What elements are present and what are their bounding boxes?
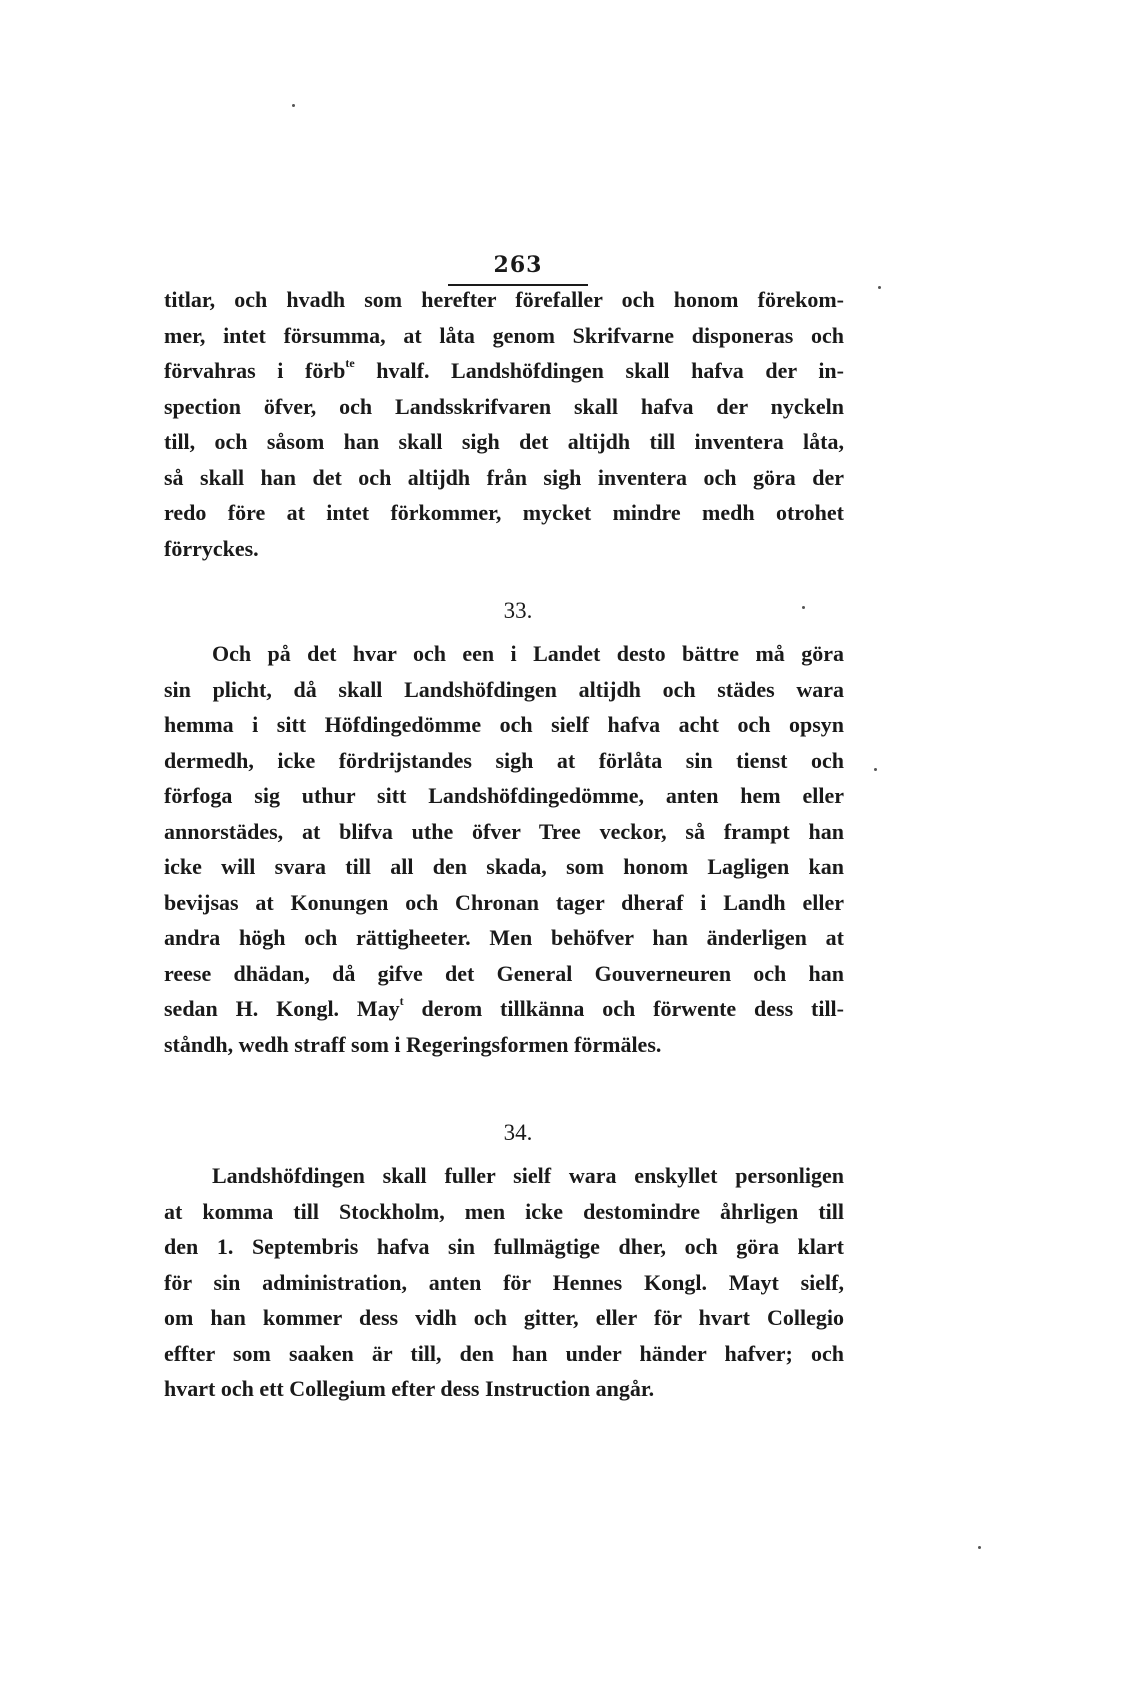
text-line: Landshöfdingen skall fuller sielf wara enskyllet personligen [212,1163,844,1188]
text-line: till, och såsom han skall sigh det altijdh till inventera låta, [164,429,844,454]
print-speck [874,768,877,771]
text-line: förryckes. [164,535,259,561]
text-line: redo före at intet förkommer, mycket mindre medh otrohet [164,500,844,525]
text-line: om han kommer dess vidh och gitter, eller för hvart Collegio [164,1305,844,1330]
section-number-33: 33. [503,598,533,623]
text-line: hvart och ett Collegium efter dess Instruction angår. [164,1376,655,1401]
text-line: den 1. Septembris hafva sin fullmägtige dher, och göra klart [164,1234,844,1259]
text-line: dermedh, icke fördrijstandes sigh at förlåta sin tienst och [164,747,844,773]
text-line: reese dhädan, då gifve det General Gouverneuren och han [164,960,844,986]
section-33-text [164,636,844,1062]
text-line: för sin administration, anten för Hennes Kongl. Mayt sielf, [164,1269,844,1295]
text-segment: derom tillkänna och förwente dess till- [403,996,844,1021]
text-line [164,991,844,1027]
text-line: icke will svara till all den skada, som honom Lagligen kan [164,854,844,879]
text-line: titlar, och hvadh som herefter förefaller och honom förekom- [164,287,844,312]
text-line: förfoga sig uthur sitt Landshöfdingedömme, anten hem eller [164,783,844,808]
text-line: andra högh och rättigheeter. Men behöfver han änderligen at [164,925,844,950]
print-speck [878,286,881,289]
text-line: Och på det hvar och een i Landet desto bättre må göra [212,641,844,666]
text-line: så skall han det och altijdh från sigh inventera och göra der [164,464,844,490]
text-line: bevijsas at Konungen och Chronan tager dheraf i Landh eller [164,889,844,915]
text-segment: sedan H. Kongl. May [164,996,400,1021]
section-number-34: 34. [503,1120,533,1145]
paragraph-continuation [164,282,844,566]
text-line: at komma till Stockholm, men icke destomindre åhrligen till [164,1198,844,1224]
text-line: sin plicht, då skall Landshöfdingen altijdh och städes wara [164,676,844,702]
page-number: 263 [448,252,588,286]
text-segment: hvalf. Landshöfdingen skall hafva der in- [354,358,844,383]
text-line [164,353,844,389]
print-speck [802,606,805,609]
text-line: annorstädes, at blifva uthe öfver Tree veckor, så frampt han [164,818,844,844]
text-line: hemma i sitt Höfdingedömme och sielf hafva acht och opsyn [164,712,844,737]
text-segment: förvahras i förb [164,358,346,383]
print-speck [292,104,295,107]
text-line: ståndh, wedh straff som i Regeringsformen förmäles. [164,1031,662,1057]
text-line: mer, intet försumma, at låta genom Skrifvarne disponeras och [164,322,844,348]
text-line: spection öfver, och Landsskrifvaren skall hafva der nyckeln [164,393,844,419]
print-speck [978,1546,981,1549]
section-34-text [164,1158,844,1407]
text-line: effter som saaken är till, den han under händer hafver; och [164,1340,844,1366]
superscript-abbreviation: te [345,356,355,370]
superscript-abbreviation: t [399,994,404,1008]
